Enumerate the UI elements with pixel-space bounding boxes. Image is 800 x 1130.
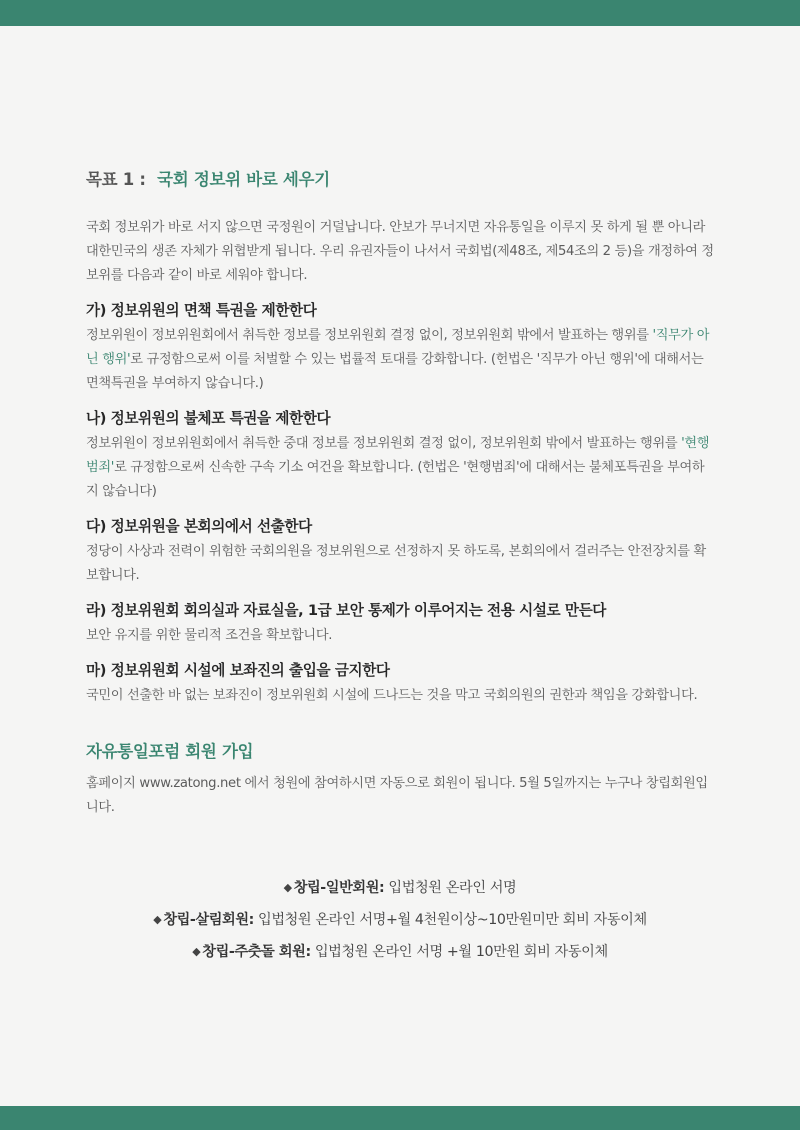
section-staff-ban (86, 660, 716, 708)
section-title: 가) 정보위원의 면책 특권을 제한한다 (86, 302, 317, 319)
tier-description: 입법청원 온라인 서명+월 4천원이상~10만원미만 회비 자동이체 (253, 912, 647, 928)
bottom-accent-bar (0, 1106, 800, 1130)
goal-number: 목표 1 : (86, 170, 146, 189)
tier-name: 창립-살림회원: (163, 912, 254, 928)
tier-name: 창립-주춧돌 회원: (202, 944, 311, 960)
top-accent-bar (0, 0, 800, 26)
section-secure-facility (86, 600, 716, 648)
section-title: 라) 정보위원회 회의실과 자료실을, 1급 보안 통제가 이루어지는 전용 시설로 만든다 (86, 602, 606, 619)
diamond-bullet-icon: ◆ (283, 881, 292, 894)
section-title: 다) 정보위원을 본회의에서 선출한다 (86, 518, 312, 535)
diamond-bullet-icon: ◆ (192, 945, 201, 958)
membership-title: 자유통일포럼 회원 가입 (86, 742, 254, 761)
tier-name: 창립-일반회원: (293, 880, 385, 896)
section-title: 마) 정보위원회 시설에 보좌진의 출입을 금지한다 (86, 662, 390, 679)
tier-description: 입법청원 온라인 서명 (384, 880, 517, 896)
goal-title: 국회 정보위 바로 세우기 (157, 170, 330, 189)
tier-item-general (0, 872, 800, 904)
diamond-bullet-icon: ◆ (153, 913, 162, 926)
highlight-term: '현행범죄' (86, 436, 710, 475)
highlight-term: '직무가 아닌 행위' (86, 328, 710, 367)
section-body: 보안 유지를 위한 물리적 조건을 확보합니다. (86, 628, 333, 643)
section-body (86, 432, 716, 504)
section-plenary-election (86, 516, 716, 588)
membership-text: 홈페이지 www.zatong.net 에서 청원에 참여하시면 자동으로 회원이 됩니다. 5월 5일까지는 누구나 창립회원입니다. (86, 776, 708, 815)
section-arrest-privilege (86, 408, 716, 504)
section-body: 정당이 사상과 전력이 위험한 국회의원을 정보위원으로 선정하지 못 하도록, 본회의에서 걸러주는 안전장치를 확보합니다. (86, 544, 706, 583)
body-text: 로 규정함으로써 이를 처벌할 수 있는 법률적 토대를 강화합니다. (헌법은 '직무가 아닌 행위'에 대해서는 면책특권을 부여하지 않습니다.) (86, 352, 704, 391)
body-text: 정보위원이 정보위원회에서 취득한 중대 정보를 정보위원회 결정 없이, 정보위원회 밖에서 발표하는 행위를 (86, 436, 682, 451)
section-immunity (86, 300, 716, 396)
main-content (86, 166, 716, 820)
tier-description: 입법청원 온라인 서명 +월 10만원 회비 자동이체 (310, 944, 608, 960)
membership-tier-list (0, 872, 800, 968)
section-title: 나) 정보위원의 불체포 특권을 제한한다 (86, 410, 331, 427)
body-text: 로 규정함으로써 신속한 구속 기소 여건을 확보합니다. (헌법은 '현행범죄'에 대해서는 불체포특권을 부여하지 않습니다) (86, 460, 705, 499)
body-text: 정보위원이 정보위원회에서 취득한 정보를 정보위원회 결정 없이, 정보위원회 밖에서 발표하는 행위를 (86, 328, 653, 343)
tier-item-juchutdol (0, 936, 800, 968)
section-body (86, 324, 716, 396)
tier-item-salim (0, 904, 800, 936)
goal-intro-paragraph: 국회 정보위가 바로 서지 않으면 국정원이 거덜납니다. 안보가 무너지면 자유통일을 이루지 못 하게 될 뿐 아니라 대한민국의 생존 자체가 위협받게 됩니다. 우리 유권자들이 나서서 국회법(제48조, 제54조의 2 등)을 개정하여 정보위를 다음과 같이 바로 세워야 합니다. (86, 220, 714, 283)
goal-heading (86, 166, 716, 190)
section-body: 국민이 선출한 바 없는 보좌진이 정보위원회 시설에 드나드는 것을 막고 국회의원의 권한과 책임을 강화합니다. (86, 688, 698, 703)
